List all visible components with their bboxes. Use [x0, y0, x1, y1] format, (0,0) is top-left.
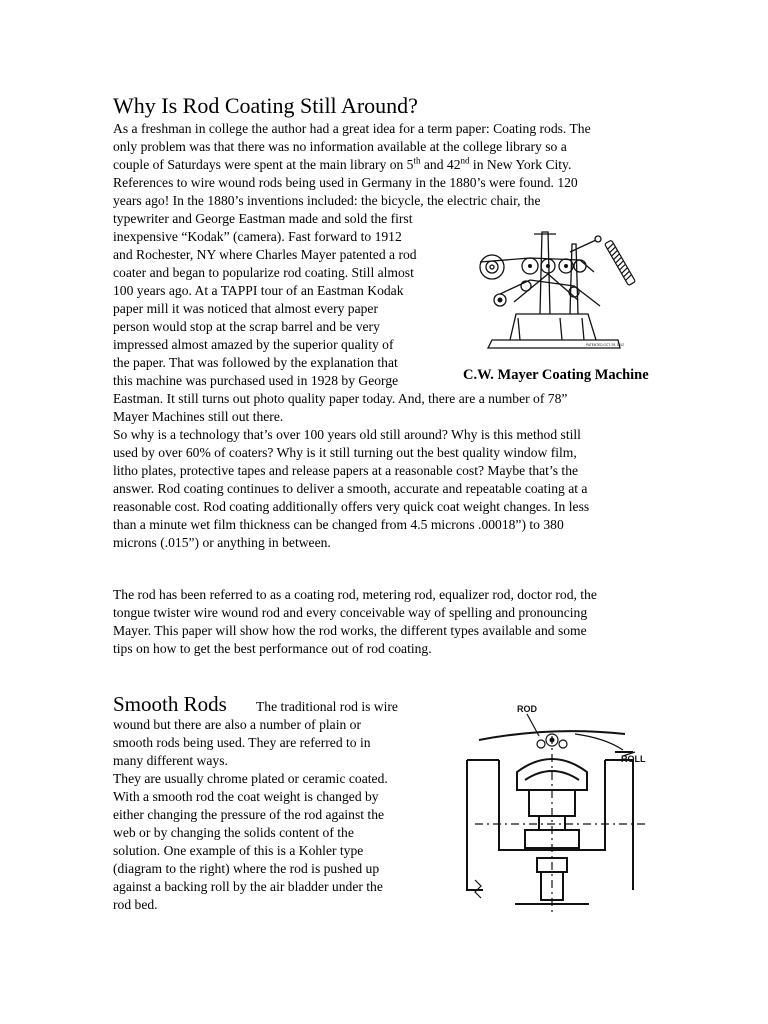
- text-run: in New York City.: [469, 157, 572, 172]
- text-line: 100 years ago. At a TAPPI tour of an Eastman Kodak: [113, 283, 404, 298]
- text-line: only problem was that there was no information available at the college library so a: [113, 139, 567, 154]
- text-line: reasonable cost. Rod coating additionally offers very quick coat weight changes. In less: [113, 499, 590, 514]
- text-line: The traditional rod is wire: [256, 699, 398, 714]
- text-line: and Rochester, NY where Charles Mayer patented a rod: [113, 247, 417, 262]
- superscript: th: [413, 155, 421, 166]
- text-line: smooth rods being used. They are referred to in: [113, 735, 371, 750]
- coating-machine-drawing-icon: [470, 222, 650, 362]
- text-line: the paper. That was followed by the explanation that: [113, 355, 398, 370]
- text-line: either changing the pressure of the rod against the: [113, 807, 385, 822]
- roll-label: ROLL: [621, 754, 646, 764]
- text-line: rod bed.: [113, 897, 158, 912]
- text-line: than a minute wet film thickness can be changed from 4.5 microns .00018”) to 380: [113, 517, 564, 532]
- text-line: many different ways.: [113, 753, 228, 768]
- patent-stamp: PATENTED OCT. 29, 1912: [586, 343, 624, 347]
- text-line: years ago! In the 1880’s inventions included: the bicycle, the electric chair, the: [113, 193, 541, 208]
- text-line: wound but there are also a number of plain or: [113, 717, 362, 732]
- kohler-rod-bed-diagram-icon: [455, 700, 655, 920]
- text-line: References to wire wound rods being used in Germany in the 1880’s were found. 120: [113, 175, 578, 190]
- figure-caption: C.W. Mayer Coating Machine: [463, 367, 649, 383]
- rod-label: ROD: [517, 704, 537, 714]
- text-line: paper mill it was noticed that almost every paper: [113, 301, 378, 316]
- text-line: Mayer. This paper will show how the rod works, the different types available and some: [113, 623, 587, 638]
- text-line: solution. One example of this is a Kohler type: [113, 843, 364, 858]
- section-heading: Smooth Rods: [113, 692, 227, 716]
- text-line: litho plates, protective tapes and release papers at a reasonable cost? Maybe that’s the: [113, 463, 579, 478]
- text-line: So why is a technology that’s over 100 years old still around? Why is this method still: [113, 427, 581, 442]
- text-line: person would stop at the scrap barrel and be very: [113, 319, 380, 334]
- text-line: used by over 60% of coaters? Why is it still turning out the best quality window film,: [113, 445, 577, 460]
- text-line: this machine was purchased used in 1928 by George: [113, 373, 399, 388]
- text-line: web or by changing the solids content of the: [113, 825, 354, 840]
- text-line: answer. Rod coating continues to deliver a smooth, accurate and repeatable coating at a: [113, 481, 588, 496]
- text-line: tips on how to get the best performance out of rod coating.: [113, 641, 432, 656]
- text-run: couple of Saturdays were spent at the main library on 5: [113, 157, 414, 172]
- text-line: As a freshman in college the author had a great idea for a term paper: Coating rods. The: [113, 121, 591, 136]
- text-line: against a backing roll by the air bladder under the: [113, 879, 383, 894]
- text-line: typewriter and George Eastman made and sold the first: [113, 211, 413, 226]
- text-line: coater and began to popularize rod coating. Still almost: [113, 265, 414, 280]
- text-line: tongue twister wire wound rod and every conceivable way of spelling and pronouncing: [113, 605, 588, 620]
- text-line: Eastman. It still turns out photo quality paper today. And, there are a number of 78”: [113, 391, 568, 406]
- superscript: nd: [460, 155, 470, 166]
- text-line: (diagram to the right) where the rod is pushed up: [113, 861, 380, 876]
- text-line: The rod has been referred to as a coating rod, metering rod, equalizer rod, doctor rod, the: [113, 587, 597, 602]
- text-run: and 42: [420, 157, 461, 172]
- text-line: Mayer Machines still out there.: [113, 409, 284, 424]
- text-line: inexpensive “Kodak” (camera). Fast forward to 1912: [113, 229, 402, 244]
- text-line: microns (.015”) or anything in between.: [113, 535, 331, 550]
- text-line: [113, 156, 571, 174]
- text-line: impressed almost amazed by the superior quality of: [113, 337, 394, 352]
- text-line: With a smooth rod the coat weight is changed by: [113, 789, 379, 804]
- text-line: They are usually chrome plated or ceramic coated.: [113, 771, 388, 786]
- page-title: Why Is Rod Coating Still Around?: [113, 93, 418, 118]
